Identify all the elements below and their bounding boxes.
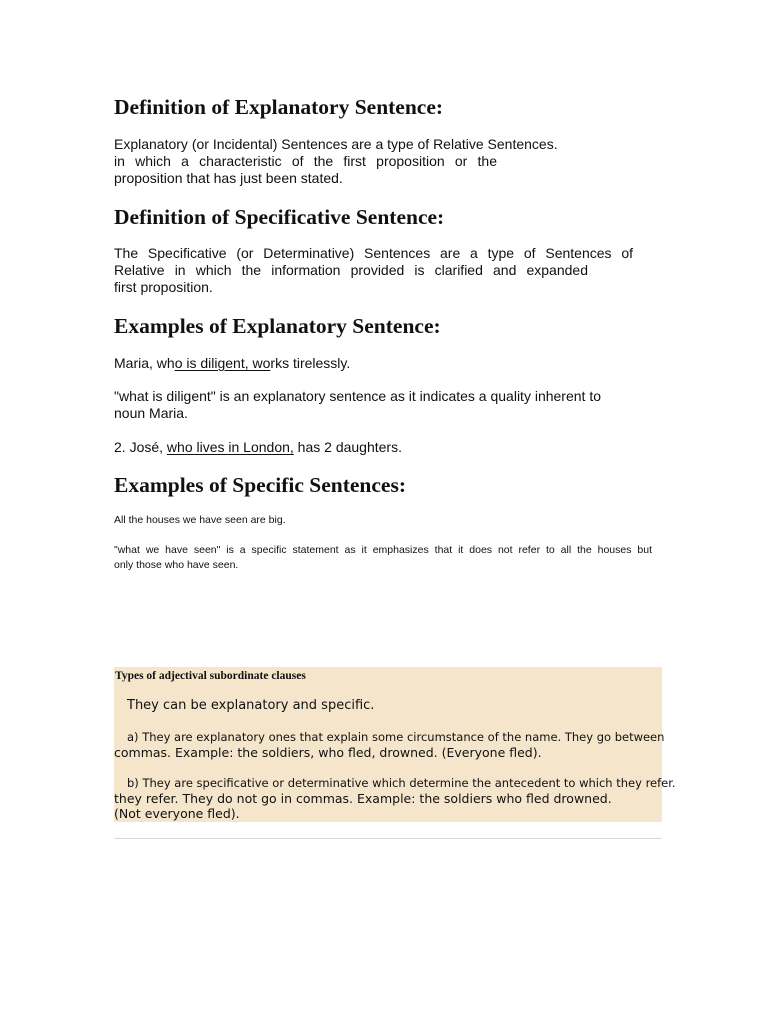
text-line: "what we have seen" is a specific statement as it emphasizes that it does not refer to all the houses but [114,544,652,556]
text-line: The Specificative (or Determinative) Sentences are a type of Sentences of [114,245,633,261]
box-item-b-line3: (Not everyone fled). [114,806,240,821]
heading-specificative-definition: Definition of Specificative Sentence: [114,205,445,229]
paragraph-explanatory-definition [114,136,662,187]
box-item-a-line1: a) They are explanatory ones that explain some circumstance of the name. They go between [127,730,665,744]
text-line: first proposition. [114,279,213,295]
text-line: Relative in which the information provided is clarified and expanded [114,262,588,278]
example-text: Maria, wh [114,355,175,371]
text-line: in which a characteristic of the first proposition or the [114,153,497,169]
box-item-b-line2: they refer. They do not go in commas. Example: the soldiers who fled drowned. [114,791,612,806]
note-maria [114,388,601,422]
adjectival-clauses-box [114,667,676,822]
box-intro: They can be explanatory and specific. [127,698,375,713]
example-text: 2. José, [114,439,167,455]
heading-specific-examples: Examples of Specific Sentences: [114,473,407,497]
box-item-b-line1: b) They are specificative or determinative which determine the antecedent to which they refer. [127,776,676,790]
text-line: only those who have seen. [114,559,239,571]
heading-explanatory-definition: Definition of Explanatory Sentence: [114,95,444,119]
horizontal-divider [114,838,662,839]
paragraph-specificative-definition [114,245,633,296]
heading-explanatory-examples: Examples of Explanatory Sentence: [114,314,441,338]
underlined-clause: o is diligent, wo [174,355,271,371]
text-line: Explanatory (or Incidental) Sentences are a type of Relative Sentences. [114,136,558,152]
note-houses [114,543,652,573]
text-line: "what is diligent" is an explanatory sentence as it indicates a quality inherent to [114,388,601,404]
text-line: proposition that has just been stated. [114,170,343,186]
example-text: rks tirelessly. [270,355,351,371]
example-maria [114,355,350,372]
box-item-a-line2: commas. Example: the soldiers, who fled, drowned. (Everyone fled). [114,745,542,760]
underlined-clause: who lives in London, [166,439,294,455]
example-jose [114,439,402,456]
text-line: noun Maria. [114,405,188,421]
example-houses: All the houses we have seen are big. [114,514,286,526]
box-title: Types of adjectival subordinate clauses [115,670,306,682]
example-text: has 2 daughters. [293,439,402,455]
